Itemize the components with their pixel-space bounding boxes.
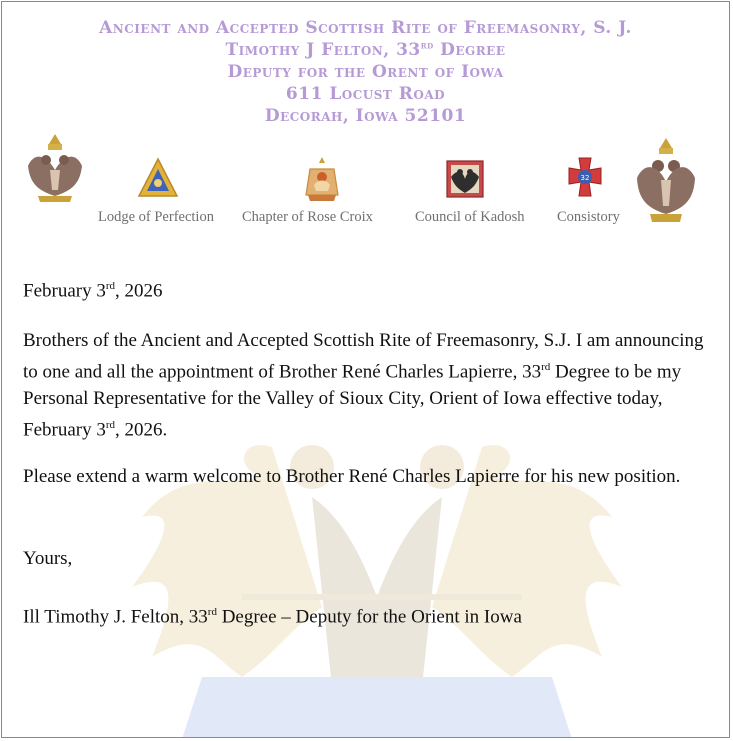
letter-page bbox=[1, 1, 730, 738]
caption-consistory: Consistory bbox=[557, 209, 620, 225]
letter-closing: Yours, bbox=[23, 548, 73, 569]
header-line-city: Decorah, Iowa 52101 bbox=[264, 106, 467, 126]
double-eagle-right-icon bbox=[634, 134, 698, 228]
caption-chapter-of-rose-croix: Chapter of Rose Croix bbox=[242, 209, 373, 225]
header-line-name: Timothy J Felton, 33rd Degree bbox=[225, 40, 506, 60]
double-eagle-left-icon bbox=[24, 130, 86, 210]
letter-paragraph-appointment: Brothers of the Ancient and Accepted Scottish Rite of Freemasonry, S.J. I am announcing to one and all the appointment of Brother René Charles Lapierre, 33rd Degree to be my Personal Representative for the Valley of Sioux City, Orient of Iowa effective today, February 3rd, 2026. bbox=[23, 330, 704, 441]
caption-council-of-kadosh: Council of Kadosh bbox=[415, 209, 525, 225]
caption-lodge-of-perfection: Lodge of Perfection bbox=[98, 209, 214, 225]
svg-text:32: 32 bbox=[580, 174, 590, 182]
delta-triangle-icon bbox=[136, 156, 180, 200]
letter-paragraph-welcome: Please extend a warm welcome to Brother René Charles Lapierre for his new position. bbox=[23, 466, 681, 487]
header-line-street: 611 Locust Road bbox=[285, 84, 446, 104]
black-eagle-kadosh-icon bbox=[445, 157, 485, 201]
letter-date: February 3rd, 2026 bbox=[23, 280, 163, 302]
header-line-title: Deputy for the Orent of Iowa bbox=[227, 62, 504, 82]
pelican-rose-croix-icon bbox=[302, 155, 342, 203]
teutonic-cross-32-icon bbox=[565, 156, 605, 200]
header-line-organization: Ancient and Accepted Scottish Rite of Freemasonry, S. J. bbox=[99, 18, 632, 38]
letter-signature: Ill Timothy J. Felton, 33rd Degree – Deputy for the Orient in Iowa bbox=[23, 606, 522, 628]
